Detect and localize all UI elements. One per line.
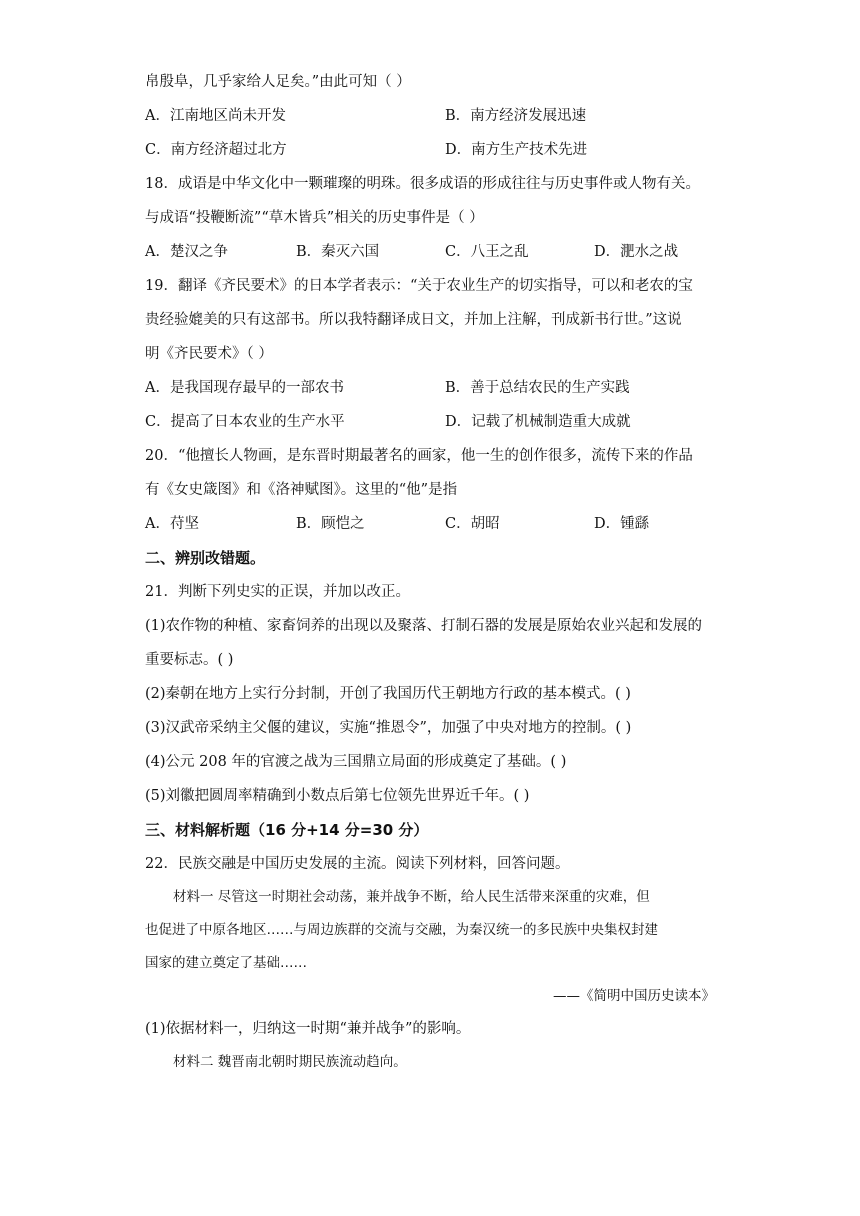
q19-stem-line3: 明《齐民要术》（ ） — [145, 346, 273, 362]
q22-stem: 22．民族交融是中国历史发展的主流。阅读下列材料，回答问题。 — [145, 856, 570, 872]
q17-option-a: A．江南地区尚未开发 — [145, 108, 286, 124]
q21-stem: 21．判断下列史实的正误，并加以改正。 — [145, 584, 410, 600]
material-1-line3: 国家的建立奠定了基础…… — [145, 955, 307, 971]
q18-option-b: B．秦灭六国 — [296, 244, 380, 260]
q18-stem-line2: 与成语“投鞭断流”“草木皆兵”相关的历史事件是（ ） — [145, 210, 484, 226]
q21-statement-1-line2: 重要标志。( ) — [145, 652, 234, 668]
q20-option-a: A．苻坚 — [145, 516, 199, 532]
q20-option-d: D．锺繇 — [594, 516, 650, 532]
q19-option-c: C．提高了日本农业的生产水平 — [145, 414, 345, 430]
q18-option-d: D．淝水之战 — [594, 244, 679, 260]
q19-option-b: B．善于总结农民的生产实践 — [445, 380, 630, 396]
q22-subquestion-1: (1)依据材料一，归纳这一时期“兼并战争”的影响。 — [145, 1021, 471, 1037]
q20-stem-line2: 有《女史箴图》和《洛神赋图》。这里的“他”是指 — [145, 482, 458, 498]
q20-option-b: B．顾恺之 — [296, 516, 365, 532]
material-1-source: ——《简明中国历史读本》 — [553, 988, 715, 1004]
q19-option-a: A．是我国现存最早的一部农书 — [145, 380, 344, 396]
section-3-heading: 三、材料解析题（16 分+14 分=30 分） — [145, 821, 429, 839]
q21-statement-3: (3)汉武帝采纳主父偃的建议，实施“推恩令”，加强了中央对地方的控制。( ) — [145, 720, 632, 736]
q17-option-d: D．南方生产技术先进 — [445, 142, 588, 158]
q19-stem-line1: 19．翻译《齐民要术》的日本学者表示：“关于农业生产的切实指导，可以和老农的宝 — [145, 278, 693, 294]
q18-option-c: C．八王之乱 — [445, 244, 529, 260]
material-1-line2: 也促进了中原各地区……与周边族群的交流与交融，为秦汉统一的多民族中央集权封建 — [145, 922, 658, 938]
q19-option-d: D．记载了机械制造重大成就 — [445, 414, 631, 430]
material-2-heading: 材料二 魏晋南北朝时期民族流动趋向。 — [173, 1054, 407, 1070]
q17-option-c: C．南方经济超过北方 — [145, 142, 287, 158]
q18-option-a: A．楚汉之争 — [145, 244, 228, 260]
q20-option-c: C．胡昭 — [445, 516, 500, 532]
q17-stem-tail: 帛殷阜，几乎家给人足矣。”由此可知（ ） — [145, 74, 411, 90]
material-1-line1: 材料一 尽管这一时期社会动荡，兼并战争不断，给人民生活带来深重的灾难，但 — [173, 889, 650, 905]
q21-statement-2: (2)秦朝在地方上实行分封制，开创了我国历代王朝地方行政的基本模式。( ) — [145, 686, 631, 702]
q17-option-b: B．南方经济发展迅速 — [445, 108, 587, 124]
section-2-heading: 二、辨别改错题。 — [145, 549, 266, 567]
q21-statement-5: (5)刘徽把圆周率精确到小数点后第七位领先世界近千年。( ) — [145, 788, 530, 804]
q21-statement-4: (4)公元 208 年的官渡之战为三国鼎立局面的形成奠定了基础。( ) — [145, 754, 567, 770]
q20-stem-line1: 20．“他擅长人物画，是东晋时期最著名的画家，他一生的创作很多，流传下来的作品 — [145, 448, 693, 464]
q21-statement-1-line1: (1)农作物的种植、家畜饲养的出现以及聚落、打制石器的发展是原始农业兴起和发展的 — [145, 618, 703, 634]
q19-stem-line2: 贵经验媲美的只有这部书。所以我特翻译成日文，并加上注解，刊成新书行世。”这说 — [145, 312, 682, 328]
q18-stem-line1: 18．成语是中华文化中一颗璀璨的明珠。很多成语的形成往往与历史事件或人物有关。 — [145, 176, 700, 192]
